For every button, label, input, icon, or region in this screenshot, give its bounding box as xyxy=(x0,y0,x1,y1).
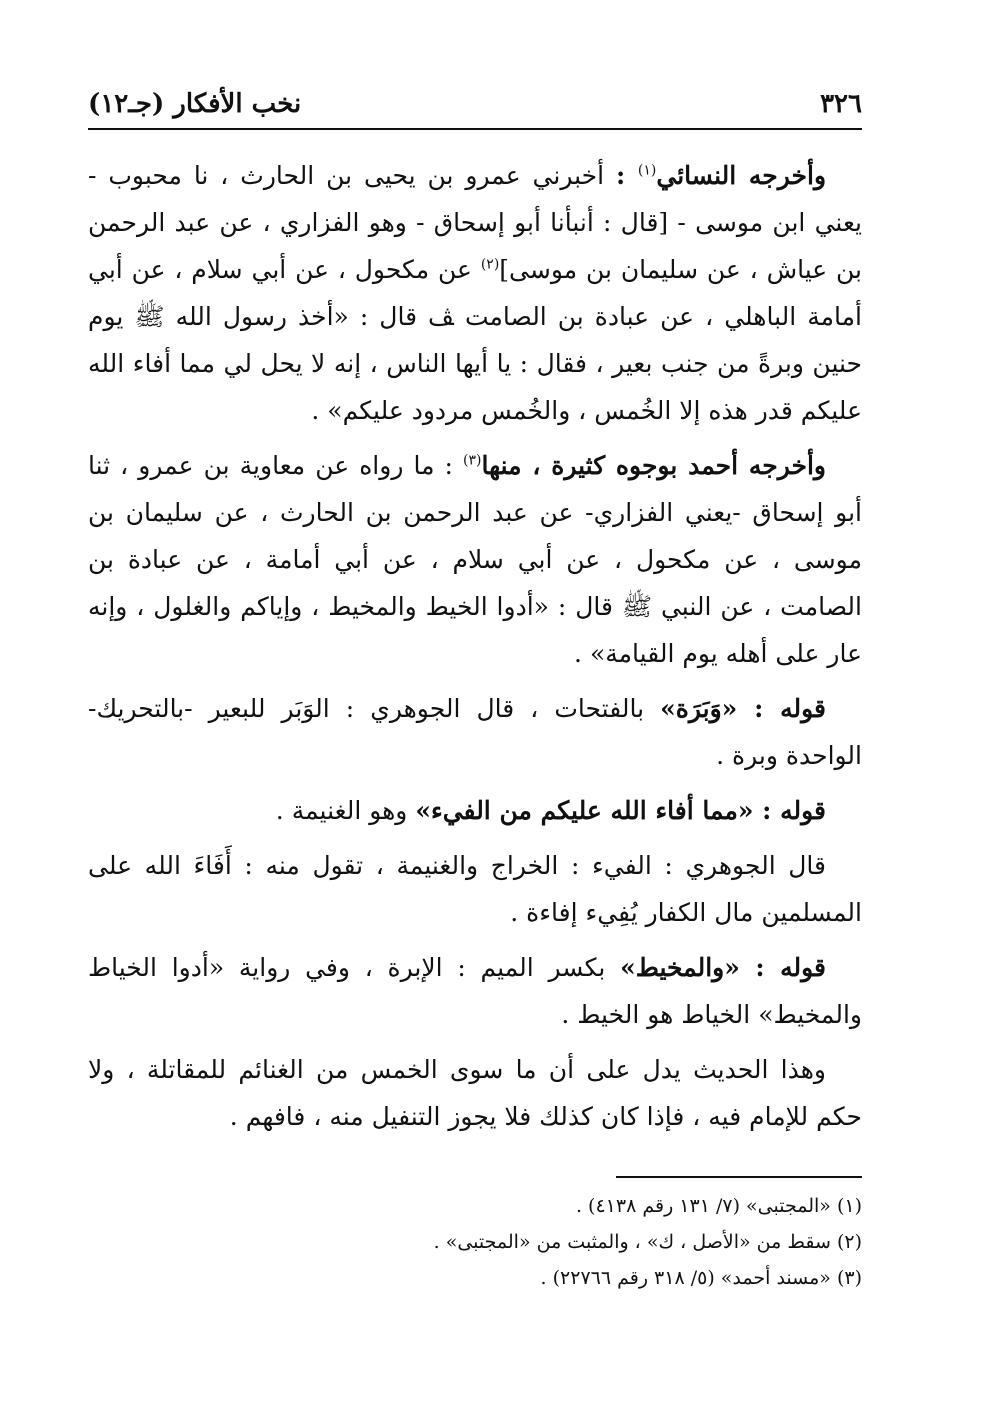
book-title: نخب الأفكار (جـ١٢) xyxy=(88,89,302,119)
footnote-ref: (٢) xyxy=(480,256,500,273)
paragraph-text-continued: عن مكحول ، عن أبي سلام ، عن أبي أمامة الباهلي ، عن عبادة بن الصامت ﭫ قال : «أخذ رسول الله ﷺ يوم حنين وبرةً من جنب بعير ، فقال : يا أيها الناس ، إنه لا يحل لي مما أفاء الله عليكم قدر هذه إلا الخُمس ، والخُمس مردود عليكم» . xyxy=(88,255,862,425)
paragraph-lead-suffix: : xyxy=(616,161,638,190)
body-text xyxy=(88,152,862,1140)
paragraph-ahmad xyxy=(88,442,862,677)
paragraph-conclusion xyxy=(88,1046,862,1140)
paragraph-text: أخبرني عمرو بن يحيى بن الحارث ، نا محبوب - يعني ابن موسى - [قال : أنبأنا أبو إسحاق - وهو الفزاري ، عن عبد الرحمن بن عياش ، عن سليمان بن موسى] xyxy=(88,161,862,284)
header-divider xyxy=(88,128,862,130)
footnote-ref: (١) xyxy=(637,162,657,179)
paragraph-lead: قوله : «مما أفاء الله عليكم من الفيء» xyxy=(415,796,826,825)
paragraph-lead: قوله : «والمخيط» xyxy=(620,953,826,982)
paragraph-text: بالفتحات ، قال الجوهري : الوَبَر للبعير -بالتحريك- الواحدة وبرة . xyxy=(88,694,862,770)
book-page xyxy=(88,84,862,1296)
paragraph-jawhari xyxy=(88,842,862,936)
page-number: ٣٢٦ xyxy=(820,89,862,119)
paragraph-fay xyxy=(88,787,862,834)
paragraph-text: وهذا الحديث يدل على أن ما سوى الخمس من الغنائم للمقاتلة ، ولا حكم للإمام فيه ، فإذا كان كذلك فلا يجوز التنفيل منه ، فافهم . xyxy=(88,1055,862,1131)
paragraph-lead: قوله : «وَبَرَة» xyxy=(660,694,826,723)
paragraph-text: : ما رواه عن معاوية بن عمرو ، ثنا أبو إسحاق -يعني الفزاري- عن عبد الرحمن بن الحارث ، عن سليمان بن موسى ، عن مكحول ، عن أبي سلام ، عن أبي أمامة ، عن عبادة بن الصامت ، عن النبي ﷺ قال : «أدوا الخيط والمخيط ، وإياكم والغلول ، وإنه عار على أهله يوم القيامة» . xyxy=(88,451,862,668)
footnote-ref: (٣) xyxy=(463,452,482,469)
footnotes xyxy=(88,1188,862,1296)
paragraph-lead: وأخرجه النسائي xyxy=(656,161,827,190)
paragraph-text: وهو الغنيمة . xyxy=(275,796,416,825)
paragraph-wabara xyxy=(88,685,862,779)
footnote-1: (١) «المجتبى» (٧/ ١٣١ رقم ٤١٣٨) . xyxy=(575,1195,862,1217)
footnote-3: (٣) «مسند أحمد» (٥/ ٣١٨ رقم ٢٢٧٦٦) . xyxy=(540,1267,862,1289)
paragraph-text: بكسر الميم : الإبرة ، وفي رواية «أدوا الخياط والمخيط» الخياط هو الخيط . xyxy=(88,953,862,1029)
running-header xyxy=(88,84,862,124)
footnote-divider xyxy=(616,1176,862,1178)
paragraph-nasai xyxy=(88,152,862,434)
footnote-2: (٢) سقط من «الأصل ، ك» ، والمثبت من «المجتبى» . xyxy=(433,1231,862,1253)
paragraph-mikhyat xyxy=(88,944,862,1038)
paragraph-lead: وأخرجه أحمد بوجوه كثيرة ، منها xyxy=(481,451,826,480)
paragraph-text: قال الجوهري : الفيء : الخراج والغنيمة ، تقول منه : أَفَاءَ الله على المسلمين مال الكفار يُفِيء إفاءة . xyxy=(88,851,862,927)
